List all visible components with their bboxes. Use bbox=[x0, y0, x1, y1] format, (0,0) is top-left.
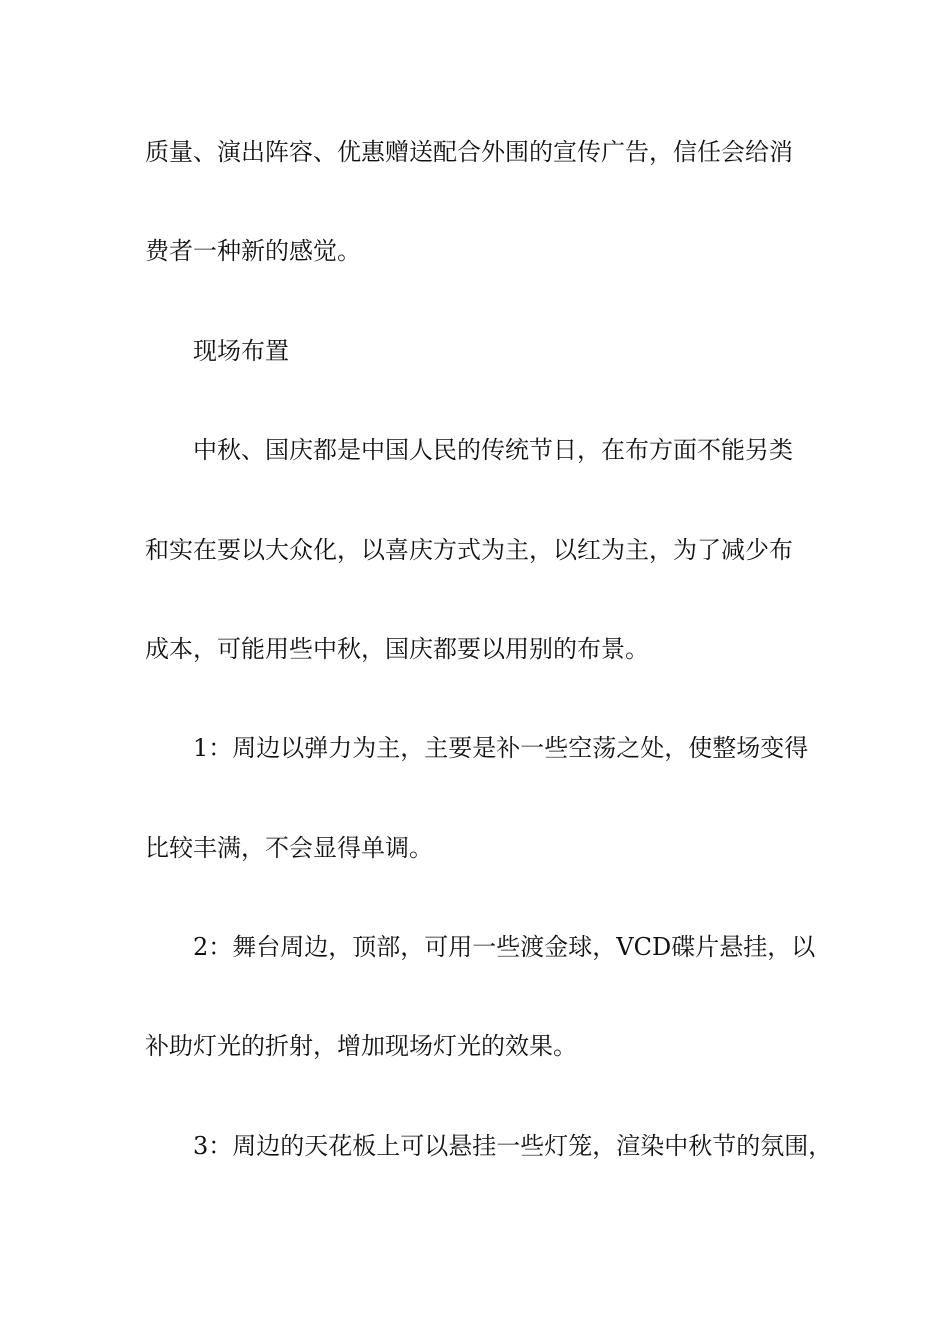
paragraph-line: 和实在要以大众化，以喜庆方式为主，以红为主，为了减少布 bbox=[145, 536, 793, 564]
paragraph-line: 费者一种新的感觉。 bbox=[145, 237, 361, 265]
list-item-line: 比较丰满，不会显得单调。 bbox=[145, 834, 433, 862]
paragraph-line: 成本，可能用些中秋，国庆都要以用别的布景。 bbox=[145, 635, 649, 663]
paragraph-line: 质量、演出阵容、优惠赠送配合外围的宣传广告，信任会给消 bbox=[145, 138, 793, 166]
paragraph-line: 中秋、国庆都是中国人民的传统节日，在布方面不能另类 bbox=[193, 436, 793, 464]
list-item-line: 2：舞台周边，顶部，可用一些渡金球，VCD碟片悬挂，以 bbox=[193, 933, 816, 961]
list-item-line: 3：周边的天花板上可以悬挂一些灯笼，渲染中秋节的氛围， bbox=[193, 1132, 833, 1160]
section-heading: 现场布置 bbox=[193, 337, 289, 365]
list-item-line: 1：周边以弹力为主，主要是补一些空荡之处，使整场变得 bbox=[193, 734, 809, 762]
list-item-line: 补助灯光的折射，增加现场灯光的效果。 bbox=[145, 1032, 577, 1060]
